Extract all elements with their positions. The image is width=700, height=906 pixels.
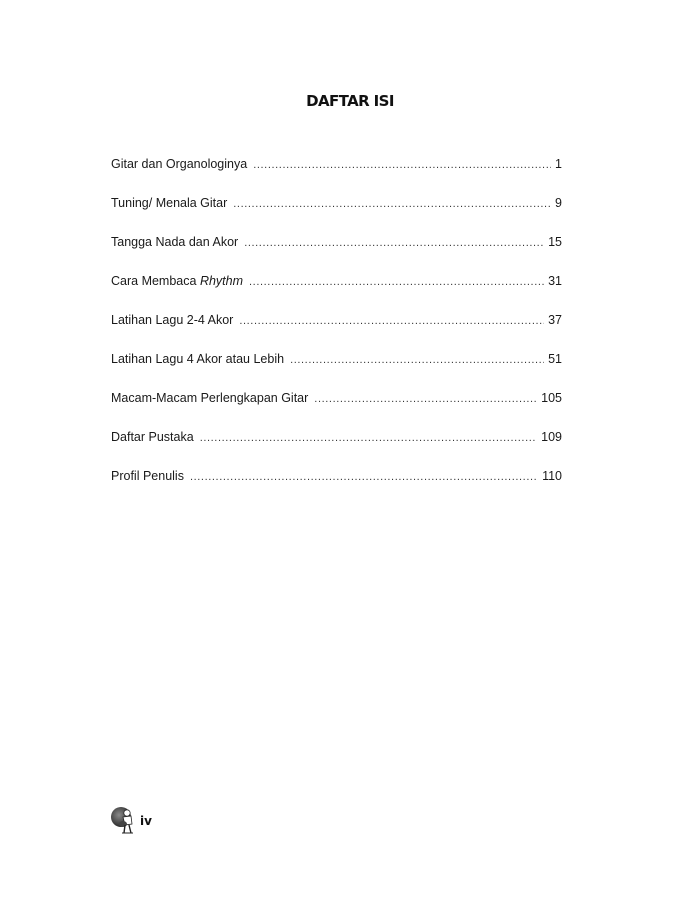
toc-entry-label: Latihan Lagu 2-4 Akor: [111, 313, 234, 327]
page-title: DAFTAR ISI: [306, 92, 394, 110]
toc-page-number: 37: [548, 313, 562, 327]
page-footer: [110, 804, 152, 834]
toc-row[interactable]: [111, 193, 562, 232]
toc-row[interactable]: [111, 310, 562, 349]
toc-leader-dots: [253, 155, 551, 175]
toc-leader-dots: [249, 272, 544, 292]
toc-leader-dots: [244, 233, 544, 253]
toc-entry-label: Macam-Macam Perlengkapan Gitar: [111, 391, 309, 405]
toc-row[interactable]: [111, 466, 562, 505]
toc-leader-dots: [290, 350, 544, 370]
toc-entry-label: Gitar dan Organologinya: [111, 157, 248, 171]
toc-page-number: 1: [555, 157, 562, 171]
toc-page-number: 15: [548, 235, 562, 249]
table-of-contents: [111, 154, 562, 505]
toc-row[interactable]: [111, 349, 562, 388]
toc-row[interactable]: [111, 427, 562, 466]
guitarist-logo-icon: [110, 804, 138, 834]
toc-entry-label: Tuning/ Menala Gitar: [111, 196, 228, 210]
toc-row[interactable]: [111, 154, 562, 193]
toc-entry-label: Latihan Lagu 4 Akor atau Lebih: [111, 352, 285, 366]
toc-leader-dots: [233, 194, 551, 214]
toc-page-number: 31: [548, 274, 562, 288]
toc-entry-label: Profil Penulis: [111, 469, 184, 483]
toc-entry-label: Cara Membaca Rhythm: [111, 274, 244, 288]
toc-page-number: 109: [541, 430, 562, 444]
toc-entry-label: Daftar Pustaka: [111, 430, 194, 444]
toc-leader-dots: [200, 428, 537, 448]
toc-page-number: 110: [542, 469, 562, 483]
toc-leader-dots: [314, 389, 537, 409]
page-number: iv: [140, 814, 152, 828]
toc-row[interactable]: [111, 232, 562, 271]
toc-row[interactable]: [111, 388, 562, 427]
toc-page-number: 51: [548, 352, 562, 366]
toc-page-number: 9: [555, 196, 562, 210]
toc-entry-label: Tangga Nada dan Akor: [111, 235, 239, 249]
toc-leader-dots: [190, 467, 538, 487]
toc-leader-dots: [239, 311, 544, 331]
toc-page-number: 105: [541, 391, 562, 405]
toc-row[interactable]: [111, 271, 562, 310]
